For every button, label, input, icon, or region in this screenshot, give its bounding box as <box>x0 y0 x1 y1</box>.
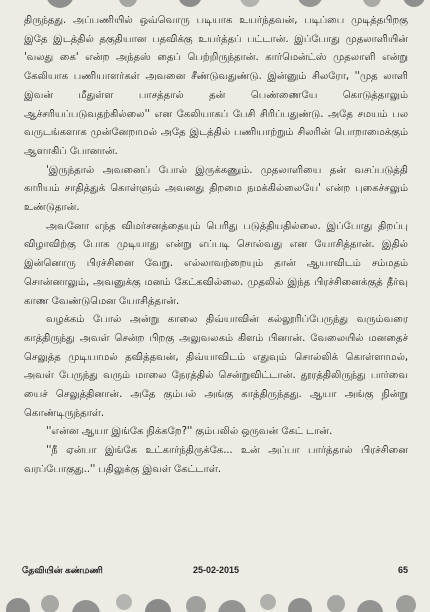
bottom-decoration <box>0 580 430 612</box>
page-number: 65 <box>397 565 408 575</box>
page-footer <box>22 565 408 579</box>
paragraph-2: 'இருந்தால் அவனைப் போல் இருக்கணும். முதலாளியை தன் வசப்படுத்தி காரியம் சாதித்துக் கொள்ளும் அவனது திறமை நமக்கில்லையே' என்ற புகைச்சலும் உண்டுதான். <box>24 164 408 214</box>
paragraph-4: வழக்கம் போல் அன்று காலை திவ்யாவின் கல்லூரிப்பேருந்து வரும்வரை காத்திருந்து அவள் சென்ற பிறகு அலுவலகம் கிளம் பினான். வேலையில் மனதைச் செலுத்த முடியாமல் தவித்தவன், திவ்யாவிடம் எதுவும் சொல்லிக் கொள்ளாமல், அவள் பேருந்து வரும் மாலை நேரத்தில் சென்றுவிட்டான். தூரத்திலிருந்து பார்வை யைச் செலுத்தினான். அதே கும்பல் அங்கு காத்திருந்தது. ஆயா அங்கு நின்று கொண்டிருந்தாள். <box>24 314 408 419</box>
paragraph-1: திருந்தது. அப்பணியில் ஒவ்வொரு படியாக உயர்ந்தவன், படிப்பை முடித்தபிறகு இதே இடத்தில் தகுதியான பதவிக்கு உயர்த்தப் பட்டான். இப்போது முதலாளியின் 'வலது கை' என்ற அந்தஸ் தைப் பெற்றிருந்தான். கார்மென்ட்ஸ் முதலாளி என்று கேலியாக பணியாளர்கள் அவனை சீண்டுவதுண்டு. இன்னும் சிலரோ, ''முத லாளி இவன் மீதுள்ள பாசத்தால் தன் பெண்ணையே கொடுத்தாலும் ஆச்சரியப்படுவதற்கில்லை'' என கேலியாகப் பேசி சிரிப்பதுண்டு. அதே சமயம் பல வருடங்களாக முன்னேறாமல் அதே இடத்தில் பணியாற்றும் சிலரின் பொறாமைக்கும் ஆளாகிப் போனான். <box>24 15 408 157</box>
issue-date: 25-02-2015 <box>193 565 240 575</box>
paragraph-5: ''என்ன ஆயா இங்கே நிக்கறே?'' கும்பலில் ஒருவன் கேட் டான். <box>46 426 333 438</box>
paragraph-6: ''நீ ஏன்பா இங்கே உட்கார்ந்திருக்கே... உன் அப்பா பார்த்தால் பிரச்சினை வரப்போகுது..'' பதிலுக்கு இவள் கேட்டாள். <box>24 445 408 475</box>
magazine-name: தேவியின் கண்மணி <box>22 565 103 575</box>
paragraph-3: அவனோ எந்த விமர்சனத்தையும் பெரிது படுத்தியதில்லை. இப்போது திறப்பு விழாவிற்கு போக முடியாது என்று எப்படி சொல்வது என யோசித்தான். இதில் இன்னொரு பிரச்சினை வேறு. எல்லாவற்றையும் தான் ஆயாவிடம் சம்மதம் சொன்னாலும், அவனுக்கு மனம் கேட்கவில்லை. முதலில் இந்த பிரச்சினைக்குத் தீர்வு காண வேண்டுமென யோசித்தான். <box>24 220 408 307</box>
article-body <box>24 12 408 480</box>
